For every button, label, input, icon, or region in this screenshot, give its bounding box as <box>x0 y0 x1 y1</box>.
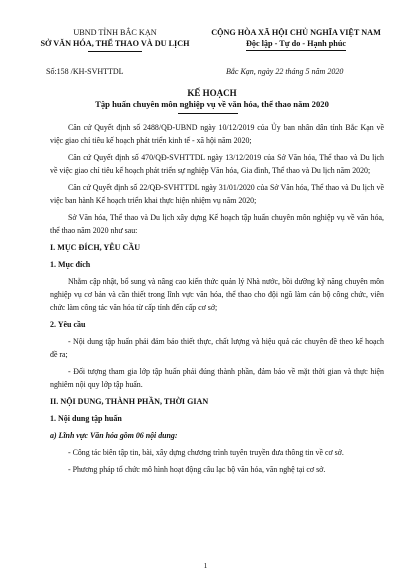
subsection-item-heading: a) Lĩnh vực Văn hóa gồm 06 nội dung: <box>50 431 178 440</box>
agency-header <box>30 27 200 52</box>
document-number: Số:158 /KH-SVHTTDL <box>46 67 124 76</box>
list-item: - Đối tượng tham gia lớp tập huấn phải đúng thành phần, đảm bảo về mặt thời gian và thực hiện nghiêm nội quy lớp tập huấn. <box>50 367 384 389</box>
document-body <box>50 121 384 480</box>
subsection-heading: 1. Nội dung tập huấn <box>50 414 122 423</box>
page-number: 1 <box>203 561 208 570</box>
preamble-paragraph: Căn cứ Quyết định số 470/QĐ-SVHTTDL ngày 13/12/2019 của Sở Văn hóa, Thể thao và Du lịch về việc giao chỉ tiêu kế hoạch phát triển sự nghiệp Văn hóa, Gia đình, Thể thao và Du lịch năm 2020; <box>50 153 384 175</box>
section-heading: I. MỤC ĐÍCH, YÊU CẦU <box>50 243 141 252</box>
list-item: - Phương pháp tổ chức mô hình hoạt động câu lạc bộ văn hóa, văn nghệ tại cơ sở. <box>68 465 326 474</box>
list-item: - Công tác biên tập tin, bài, xây dựng chương trình tuyên truyền đưa thông tin về cơ sở. <box>68 448 344 457</box>
document-date: Bắc Kạn, ngày 22 tháng 5 năm 2020 <box>226 67 344 76</box>
list-item: - Nội dung tập huấn phải đảm bảo thiết thực, chất lượng và hiệu quả các chuyên đề theo kế hoạch đề ra; <box>50 337 384 359</box>
national-motto: Độc lập - Tự do - Hạnh phúc <box>246 38 346 51</box>
agency-parent: UBND TỈNH BẮC KẠN <box>73 28 157 37</box>
document-title: KẾ HOẠCH <box>187 88 237 98</box>
subsection-heading: 1. Mục đích <box>50 260 91 269</box>
agency-underline <box>88 51 142 52</box>
agency-name: SỞ VĂN HÓA, THỂ THAO VÀ DU LỊCH <box>40 39 190 48</box>
section-heading: II. NỘI DUNG, THÀNH PHẦN, THỜI GIAN <box>50 397 209 406</box>
preamble-paragraph: Sở Văn hóa, Thể thao và Du lịch xây dựng Kế hoạch tập huấn chuyên môn nghiệp vụ về văn hóa, thể thao năm 2020 như sau: <box>50 213 384 235</box>
body-paragraph: Nhằm cập nhật, bổ sung và nâng cao kiến thức quản lý Nhà nước, bồi dưỡng kỹ năng chuyên môn nghiệp vụ cơ bản và cần thiết trong lĩnh vực văn hóa, thể thao cho đội ngũ làm cán bộ công chức, viên chức làm công tác văn hóa từ cấp tỉnh đến cấp cơ sở; <box>50 277 384 312</box>
preamble-paragraph: Căn cứ Quyết định số 2488/QĐ-UBND ngày 10/12/2019 của Ủy ban nhân dân tỉnh Bắc Kạn về việc giao chỉ tiêu kế hoạch phát triển kinh tế - xã hội năm 2020; <box>50 123 384 145</box>
document-subtitle: Tập huấn chuyên môn nghiệp vụ về văn hóa, thể thao năm 2020 <box>95 99 329 109</box>
national-title: CỘNG HÒA XÃ HỘI CHỦ NGHĨA VIỆT NAM <box>211 28 381 37</box>
national-header <box>198 27 394 51</box>
preamble-paragraph: Căn cứ Quyết định số 22/QĐ-SVHTTDL ngày 31/01/2020 của Sở Văn hóa, Thể thao và Du lịch về việc ban hành Kế hoạch triển khai thực hiện nhiệm vụ năm 2020; <box>50 183 384 205</box>
subtitle-underline <box>178 113 238 114</box>
subsection-heading: 2. Yêu cầu <box>50 320 86 329</box>
